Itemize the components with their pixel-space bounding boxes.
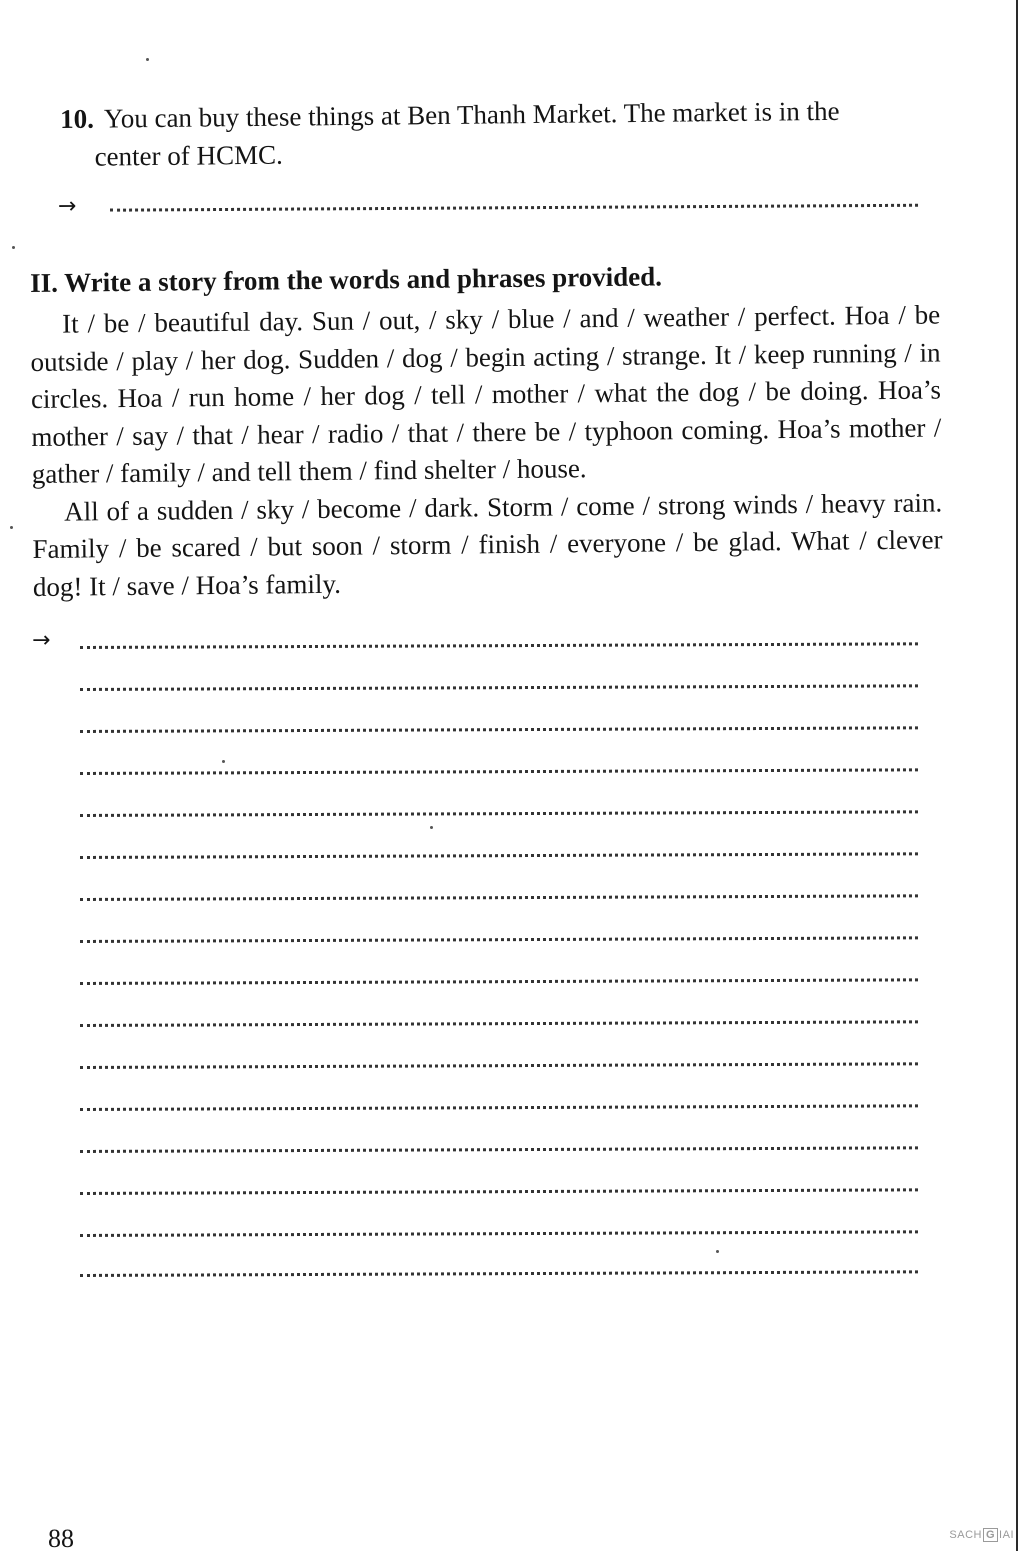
scan-speck [430, 826, 433, 829]
watermark-text-right: IAI [999, 1529, 1014, 1541]
writing-line[interactable] [80, 1104, 918, 1111]
writing-line[interactable] [80, 810, 918, 817]
writing-line[interactable] [80, 1270, 918, 1277]
scan-speck [10, 526, 13, 529]
arrow-icon: → [32, 628, 51, 653]
story-paragraph-2: All of a sudden / sky / become / dark. Storm / come / strong winds / heavy rain. Family / be scared / but soon / storm / finish / everyone / be glad. What / clever dog! It / save / Hoa’s family. [32, 486, 943, 602]
scan-speck [12, 246, 15, 249]
page-number: 88 [48, 1524, 74, 1551]
scan-speck [222, 760, 225, 763]
writing-line[interactable] [80, 1146, 918, 1153]
writing-line[interactable] [80, 726, 918, 733]
question-10-text: You can buy these things at Ben Thanh Market. The market is in the [103, 95, 840, 134]
question-number: 10. [60, 103, 95, 134]
watermark-text-left: SACH [949, 1529, 982, 1541]
story-paragraph-1: It / be / beautiful day. Sun / out, / sky / blue / and / weather / perfect. Hoa / be outside / play / her dog. Sudden / dog / begin acting / strange. It / keep running / in circles. Hoa / run home / her dog / tell / mother / what the dog / be doing. Hoa’s mother / say / that / hear / radio / that / there be / typhoon coming. Hoa’s mother / gather / family / and tell them / find shelter / house. [30, 299, 942, 489]
scan-speck [146, 58, 149, 61]
writing-line[interactable] [80, 894, 918, 901]
scan-speck [716, 1250, 719, 1253]
writing-line[interactable] [80, 642, 918, 649]
question-10 [60, 91, 941, 176]
question-10-line-2: center of HCMC. [94, 139, 283, 172]
dotted-line [110, 204, 918, 212]
watermark-logo [949, 1528, 1014, 1542]
writing-line[interactable] [80, 978, 918, 985]
question-10-answer-line[interactable] [58, 183, 918, 218]
page-edge-line [1016, 0, 1018, 1551]
watermark-box-letter: G [983, 1528, 998, 1542]
writing-line[interactable] [80, 768, 918, 775]
writing-line[interactable] [80, 1062, 918, 1069]
story-prompt [30, 296, 943, 606]
section-title: II. Write a story from the words and phrases provided. [30, 261, 663, 298]
writing-line[interactable] [80, 1188, 918, 1195]
writing-line[interactable] [80, 1230, 918, 1237]
writing-line[interactable] [80, 936, 918, 943]
writing-line[interactable] [80, 1020, 918, 1027]
arrow-icon: → [57, 193, 77, 219]
writing-line[interactable] [80, 852, 918, 859]
writing-line[interactable] [80, 684, 918, 691]
